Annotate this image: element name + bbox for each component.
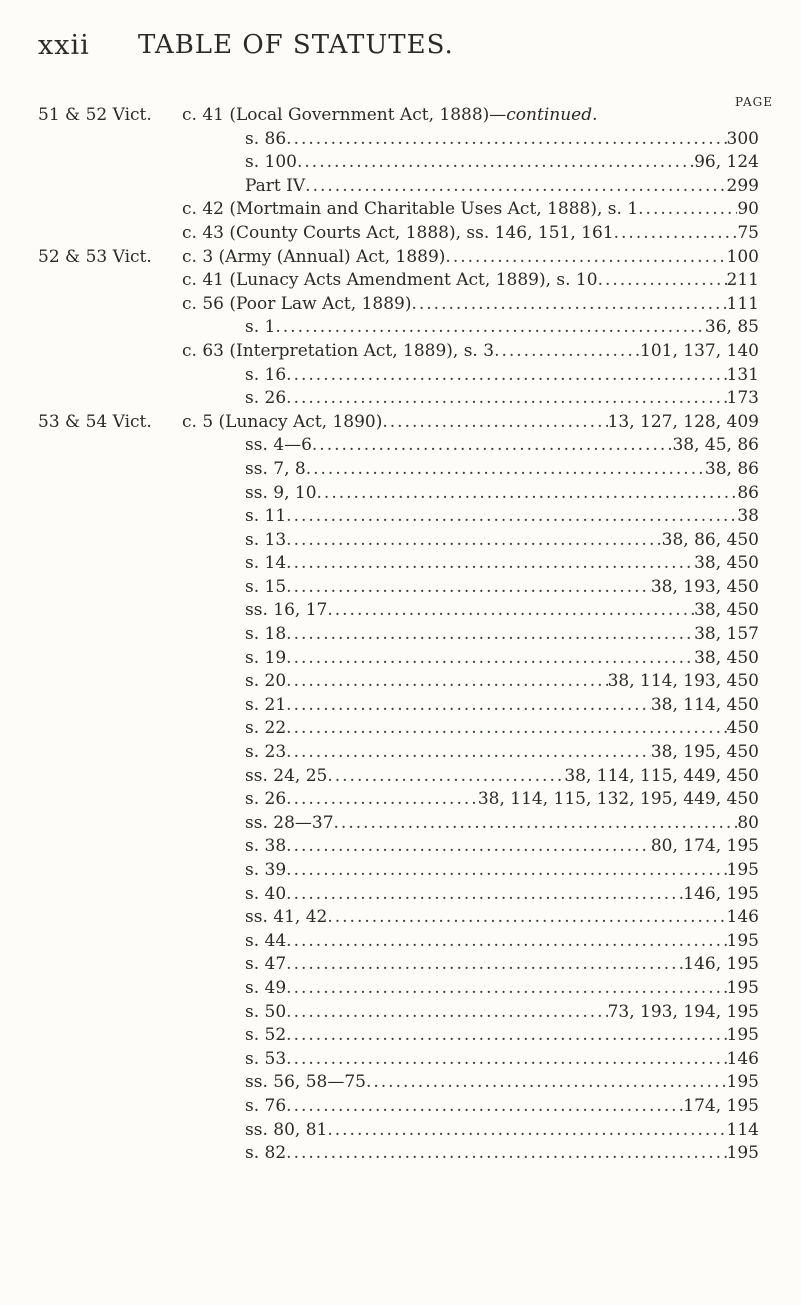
- entry-label: [182, 340, 494, 364]
- section-entry: [0, 576, 801, 600]
- entry-label: [245, 717, 286, 741]
- entry-label-text: s. 86: [245, 128, 287, 149]
- dot-leader: [411, 293, 726, 317]
- entry-body: [245, 151, 759, 175]
- section-entry: [0, 128, 801, 152]
- dot-leader: [286, 505, 737, 529]
- dot-leader: [305, 175, 726, 199]
- page-references: 100: [726, 246, 759, 267]
- section-entry: [0, 529, 801, 553]
- entry-body: [245, 175, 759, 199]
- chapter-entry: [0, 198, 801, 222]
- entry-label-text: s. 44: [245, 930, 287, 951]
- entry-label-text: s. 20: [245, 671, 287, 692]
- dot-leader: [286, 953, 683, 977]
- entry-label-text: s. 76: [245, 1095, 287, 1116]
- entry-label: [245, 1095, 286, 1119]
- entry-body: [245, 883, 759, 907]
- section-entry: [0, 434, 801, 458]
- entry-label-text: s. 19: [245, 647, 287, 668]
- entry-body: [245, 1024, 759, 1048]
- page-references: 114: [726, 1119, 759, 1140]
- entry-label: [245, 859, 286, 883]
- dot-leader: [286, 835, 651, 859]
- entry-label-text: ss. 7, 8: [245, 458, 306, 479]
- page-references: 146: [726, 1048, 759, 1069]
- entry-body: [245, 576, 759, 600]
- page-references: 80, 174, 195: [650, 836, 759, 857]
- entry-label: [245, 835, 286, 859]
- page-references: 195: [726, 1072, 759, 1093]
- entry-label-text: s. 47: [245, 954, 287, 975]
- dot-leader: [286, 694, 651, 718]
- entry-body: [245, 505, 759, 529]
- dot-leader: [286, 1001, 607, 1025]
- entry-label: [245, 906, 327, 930]
- page-references: 174, 195: [683, 1095, 759, 1116]
- entry-body: [245, 694, 759, 718]
- entry-label-italic: continued.: [506, 105, 598, 125]
- entry-label-text: ss. 28—37: [245, 812, 334, 833]
- chapter-entry: [0, 411, 801, 435]
- section-entry: [0, 1071, 801, 1095]
- section-entry: [0, 953, 801, 977]
- entry-label-text: s. 38: [245, 836, 287, 857]
- page-references: 146: [726, 907, 759, 928]
- entry-body: [245, 765, 759, 789]
- entry-label: [245, 316, 275, 340]
- session-label: 53 & 54 Vict.: [38, 411, 152, 432]
- dot-leader: [317, 482, 738, 506]
- dot-leader: [286, 529, 662, 553]
- dot-leader: [286, 930, 726, 954]
- entry-label: [245, 1048, 286, 1072]
- dot-leader: [382, 411, 607, 435]
- page-references: 195: [726, 977, 759, 998]
- page-references: 195: [726, 860, 759, 880]
- dot-leader: [286, 717, 726, 741]
- dot-leader: [286, 977, 726, 1001]
- entry-label: [245, 434, 312, 458]
- entry-body: [182, 222, 759, 246]
- entry-label: [245, 765, 327, 789]
- entry-body: [245, 741, 759, 765]
- section-entry: [0, 883, 801, 907]
- entry-label-text: s. 15: [245, 576, 287, 597]
- page-references: 211: [726, 270, 759, 291]
- dot-leader: [286, 883, 683, 907]
- page-references: 73, 193, 194, 195: [607, 1001, 759, 1022]
- section-entry: [0, 458, 801, 482]
- entry-body: [245, 906, 759, 930]
- dot-leader: [286, 1048, 726, 1072]
- page-references: 146, 195: [683, 883, 759, 904]
- entry-label: [245, 175, 305, 199]
- entry-label: [245, 552, 286, 576]
- entry-body: [245, 458, 759, 482]
- entry-body: [245, 930, 759, 954]
- page-number: xxii: [38, 30, 90, 61]
- chapter-entry: [0, 340, 801, 364]
- page-references: 101, 137, 140: [640, 340, 759, 361]
- entry-label-text: s. 13: [245, 529, 287, 550]
- page-references: 36, 85: [704, 317, 759, 338]
- section-entry: [0, 364, 801, 388]
- dot-leader: [286, 788, 478, 812]
- section-entry: [0, 1001, 801, 1025]
- page-references: 38, 45, 86: [672, 435, 759, 456]
- entry-label: [245, 670, 286, 694]
- dot-leader: [286, 670, 607, 694]
- page-references: 195: [726, 1143, 759, 1164]
- section-entry: [0, 1119, 801, 1143]
- entry-label-text: ss. 56, 58—75: [245, 1072, 366, 1093]
- dot-leader: [334, 812, 738, 836]
- entry-label-text: c. 43 (County Courts Act, 1888), ss. 146, 151, 161: [182, 222, 614, 243]
- dot-leader: [286, 647, 694, 671]
- page-references: 13, 127, 128, 409: [607, 411, 759, 432]
- page-references: 146, 195: [683, 954, 759, 975]
- dot-leader: [366, 1071, 727, 1095]
- entry-label-text: c. 63 (Interpretation Act, 1889), s. 3: [182, 340, 495, 361]
- dot-leader: [445, 246, 726, 270]
- section-entry: [0, 1024, 801, 1048]
- entry-label: [245, 977, 286, 1001]
- section-entry: [0, 482, 801, 506]
- section-entry: [0, 647, 801, 671]
- page-references: 90: [737, 199, 759, 220]
- entry-label: [245, 1119, 327, 1143]
- dot-leader: [286, 128, 726, 152]
- section-entry: [0, 316, 801, 340]
- dot-leader: [275, 316, 705, 340]
- entry-label: [245, 623, 286, 647]
- page-references: 86: [737, 482, 759, 503]
- page-references: 299: [726, 175, 759, 196]
- entry-label-text: ss. 9, 10: [245, 482, 317, 503]
- entry-label-text: c. 42 (Mortmain and Charitable Uses Act, 1888), s. 1: [182, 199, 639, 220]
- entry-label-text: ss. 24, 25: [245, 765, 328, 786]
- page-title: TABLE OF STATUTES.: [138, 30, 454, 60]
- entry-label-text: ss. 41, 42: [245, 907, 328, 928]
- running-head: [38, 30, 578, 70]
- entry-label: [245, 694, 286, 718]
- entry-label-text: s. 100: [245, 152, 297, 173]
- entry-body: [245, 977, 759, 1001]
- entry-body: [245, 1142, 759, 1166]
- entry-body: [245, 1095, 759, 1119]
- entry-body: [245, 647, 759, 671]
- entry-label: [182, 104, 598, 128]
- entry-label-text: ss. 80, 81: [245, 1119, 328, 1140]
- entry-label: [245, 883, 286, 907]
- page-references: 450: [726, 718, 759, 739]
- entry-body: [245, 788, 759, 812]
- entry-label: [245, 599, 327, 623]
- section-entry: [0, 387, 801, 411]
- dot-leader: [638, 198, 737, 222]
- entry-body: [245, 1119, 759, 1143]
- entry-body: [245, 128, 759, 152]
- page-references: 38, 157: [694, 624, 759, 645]
- page-references: 131: [726, 364, 759, 385]
- section-entry: [0, 906, 801, 930]
- entry-label: [245, 930, 286, 954]
- page-references: 38, 114, 115, 449, 450: [564, 765, 759, 786]
- entry-body: [245, 552, 759, 576]
- statute-table: [0, 104, 801, 1166]
- entry-label-text: c. 41 (Lunacy Acts Amendment Act, 1889), s. 10: [182, 270, 598, 291]
- dot-leader: [286, 859, 726, 883]
- entry-body: [245, 529, 759, 553]
- page-references: 111: [726, 293, 759, 314]
- entry-label: [245, 1024, 286, 1048]
- entry-label: [245, 151, 297, 175]
- section-entry: [0, 694, 801, 718]
- dot-leader: [327, 906, 726, 930]
- entry-label: [245, 647, 286, 671]
- entry-body: [245, 364, 759, 388]
- entry-label-text: c. 41 (Local Government Act, 1888)—: [182, 105, 507, 125]
- page-references: 96, 124: [694, 152, 759, 173]
- entry-label-text: s. 21: [245, 694, 287, 715]
- entry-body: [245, 316, 759, 340]
- chapter-entry: [0, 246, 801, 270]
- entry-label: [182, 198, 638, 222]
- entry-body: [245, 387, 759, 411]
- entry-label: [245, 128, 286, 152]
- entry-label: [245, 576, 286, 600]
- entry-label-text: s. 1: [245, 317, 276, 338]
- entry-label-text: c. 3 (Army (Annual) Act, 1889): [182, 246, 446, 267]
- dot-leader: [598, 269, 727, 293]
- entry-label-text: s. 11: [245, 506, 287, 527]
- entry-label: [245, 812, 334, 836]
- entry-label: [245, 529, 286, 553]
- entry-label-text: s. 26: [245, 789, 287, 810]
- section-entry: [0, 1048, 801, 1072]
- entry-label-text: ss. 4—6: [245, 435, 312, 456]
- entry-label: [182, 293, 411, 317]
- entry-body: [245, 670, 759, 694]
- chapter-entry: [0, 293, 801, 317]
- entry-body: [245, 482, 759, 506]
- entry-label: [245, 953, 286, 977]
- dot-leader: [614, 222, 738, 246]
- dot-leader: [286, 1142, 726, 1166]
- entry-body: [182, 269, 759, 293]
- section-entry: [0, 930, 801, 954]
- section-entry: [0, 977, 801, 1001]
- entry-body: [245, 1001, 759, 1025]
- entry-label: [245, 458, 306, 482]
- section-entry: [0, 765, 801, 789]
- entry-label-text: s. 23: [245, 742, 287, 763]
- dot-leader: [286, 576, 651, 600]
- entry-label-text: Part IV: [245, 175, 306, 196]
- chapter-entry: [0, 222, 801, 246]
- page-references: 80: [737, 812, 759, 833]
- entry-body: [245, 1048, 759, 1072]
- section-entry: [0, 505, 801, 529]
- dot-leader: [286, 387, 726, 411]
- entry-body: [245, 1071, 759, 1095]
- section-entry: [0, 859, 801, 883]
- dot-leader: [306, 458, 705, 482]
- page-references: 38, 193, 450: [650, 576, 759, 597]
- entry-label: [245, 1001, 286, 1025]
- entry-label-text: s. 22: [245, 718, 287, 739]
- page-references: 38, 450: [694, 553, 759, 574]
- page-references: 38, 195, 450: [650, 742, 759, 763]
- section-entry: [0, 835, 801, 859]
- entry-body: [245, 953, 759, 977]
- dot-leader: [312, 434, 673, 458]
- section-entry: [0, 812, 801, 836]
- dot-leader: [286, 1095, 683, 1119]
- entry-body: [182, 198, 759, 222]
- entry-body: [245, 434, 759, 458]
- dot-leader: [327, 599, 694, 623]
- page-references: 300: [726, 128, 759, 149]
- entry-label-text: s. 16: [245, 364, 287, 385]
- section-entry: [0, 552, 801, 576]
- session-label: 52 & 53 Vict.: [38, 246, 152, 267]
- entry-body: [245, 859, 759, 883]
- section-entry: [0, 175, 801, 199]
- dot-leader: [286, 552, 694, 576]
- entry-body: [245, 812, 759, 836]
- page-references: 173: [726, 388, 759, 409]
- section-entry: [0, 741, 801, 765]
- entry-label-text: s. 50: [245, 1001, 287, 1022]
- session-label: 51 & 52 Vict.: [38, 105, 152, 125]
- page-references: 38, 86, 450: [661, 529, 759, 550]
- section-entry: [0, 717, 801, 741]
- entry-label: [245, 387, 286, 411]
- entry-label: [245, 364, 286, 388]
- entry-body: [245, 717, 759, 741]
- entry-label: [245, 1071, 366, 1095]
- entry-body: [245, 623, 759, 647]
- dot-leader: [286, 1024, 726, 1048]
- entry-body: [245, 599, 759, 623]
- entry-body: [182, 411, 759, 435]
- section-entry: [0, 1142, 801, 1166]
- entry-label-text: s. 53: [245, 1048, 287, 1069]
- entry-label: [182, 222, 614, 246]
- entry-body: [182, 104, 759, 128]
- entry-body: [182, 293, 759, 317]
- entry-body: [182, 340, 759, 364]
- chapter-entry: [0, 104, 801, 128]
- entry-label: [182, 269, 598, 293]
- entry-label-text: s. 39: [245, 860, 287, 880]
- section-entry: [0, 599, 801, 623]
- entry-label-text: s. 14: [245, 553, 287, 574]
- entry-label: [245, 741, 286, 765]
- dot-leader: [286, 623, 694, 647]
- section-entry: [0, 623, 801, 647]
- dot-leader: [286, 741, 651, 765]
- dot-leader: [297, 151, 694, 175]
- page-column-label: PAGE: [735, 95, 773, 109]
- page-references: 38: [737, 506, 759, 527]
- page-references: 38, 450: [694, 647, 759, 668]
- entry-label-text: s. 18: [245, 624, 287, 645]
- entry-label: [245, 505, 286, 529]
- page-references: 75: [737, 222, 759, 243]
- entry-label-text: c. 5 (Lunacy Act, 1890): [182, 411, 383, 432]
- entry-label: [182, 246, 445, 270]
- entry-label-text: c. 56 (Poor Law Act, 1889): [182, 293, 412, 314]
- entry-label: [245, 1142, 286, 1166]
- dot-leader: [494, 340, 640, 364]
- entry-label-text: s. 40: [245, 883, 287, 904]
- page-references: 38, 450: [694, 600, 759, 621]
- entry-body: [182, 246, 759, 270]
- section-entry: [0, 151, 801, 175]
- entry-label: [245, 788, 286, 812]
- page-references: 38, 114, 450: [650, 694, 759, 715]
- dot-leader: [286, 364, 726, 388]
- dot-leader: [327, 765, 564, 789]
- entry-label: [245, 482, 317, 506]
- section-entry: [0, 788, 801, 812]
- entry-label-text: s. 26: [245, 388, 287, 409]
- entry-label: [182, 411, 382, 435]
- chapter-entry: [0, 269, 801, 293]
- entry-body: [245, 835, 759, 859]
- entry-label-text: ss. 16, 17: [245, 600, 328, 621]
- page-references: 195: [726, 930, 759, 951]
- entry-label-text: s. 82: [245, 1143, 287, 1164]
- page-references: 195: [726, 1025, 759, 1046]
- page-references: 38, 86: [704, 458, 759, 479]
- section-entry: [0, 1095, 801, 1119]
- page-references: 38, 114, 193, 450: [607, 671, 759, 692]
- entry-label-text: s. 52: [245, 1025, 287, 1046]
- section-entry: [0, 670, 801, 694]
- entry-label-text: s. 49: [245, 977, 287, 998]
- page-references: 38, 114, 115, 132, 195, 449, 450: [477, 789, 759, 810]
- dot-leader: [327, 1119, 726, 1143]
